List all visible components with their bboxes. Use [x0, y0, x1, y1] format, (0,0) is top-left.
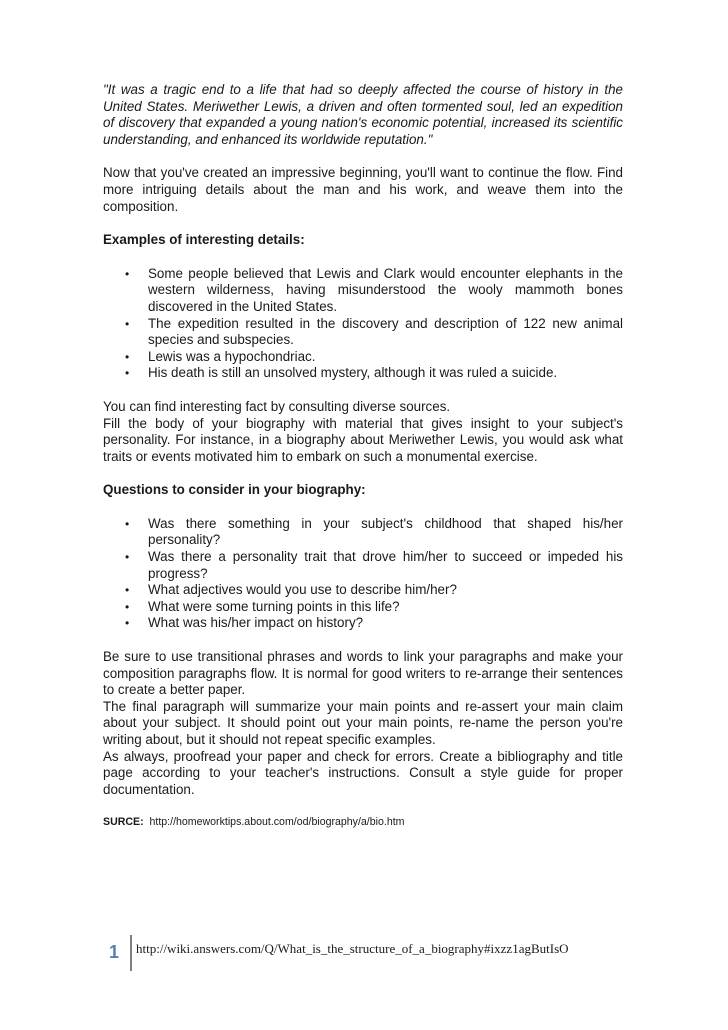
questions-heading: Questions to consider in your biography:	[103, 482, 366, 498]
bullet-icon: •	[125, 599, 130, 614]
continue-paragraph: Now that you've created an impressive beginning, you'll want to continue the flow. Find more intriguing details about the man and his work, and weave them into the composition.	[103, 165, 623, 214]
opening-quote: "It was a tragic end to a life that had so deeply affected the course of history in the United States. Meriwether Lewis, a driven and often tormented soul, led an expedition of discovery that expanded a young nation's economic potential, increased its scientific understanding, and enhanced its worldwide reputation."	[103, 82, 623, 147]
bullet-icon: •	[125, 516, 130, 531]
list-item: • Was there a personality trait that drove him/her to succeed or impeded his progress?	[125, 549, 623, 581]
list-item: • His death is still an unsolved mystery, although it was ruled a suicide.	[125, 365, 558, 381]
source-url: http://homeworktips.about.com/od/biography/a/bio.htm	[149, 816, 405, 829]
bullet-icon: •	[125, 316, 130, 331]
page-number: 1	[109, 942, 120, 962]
bullet-icon: •	[125, 616, 130, 631]
bullet-icon: •	[125, 266, 130, 281]
proofread-paragraph: As always, proofread your paper and check for errors. Create a bibliography and title page according to your teacher's instructions. Consult a style guide for proper documentation.	[103, 748, 623, 797]
footer-divider	[130, 935, 132, 971]
list-item: • What was his/her impact on history?	[125, 615, 364, 631]
details-list	[103, 266, 623, 382]
source-label: SURCE:	[103, 816, 144, 829]
list-item: • Was there something in your subject's childhood that shaped his/her personality?	[125, 515, 623, 548]
bullet-icon: •	[125, 366, 130, 381]
transitions-paragraph: Be sure to use transitional phrases and words to link your paragraphs and make your composition paragraphs flow. It is normal for good writers to re-arrange their sentences to create a better paper.	[103, 649, 623, 698]
source-line	[103, 815, 623, 829]
bullet-icon: •	[125, 349, 130, 364]
body-paragraph: Fill the body of your biography with material that gives insight to your subject's personality. For instance, in a biography about Meriwether Lewis, you would ask what traits or events motivated him to embark on such a monumental exercise.	[103, 415, 623, 464]
bullet-icon: •	[125, 550, 130, 565]
list-item: • Lewis was a hypochondriac.	[125, 348, 316, 364]
list-item: • The expedition resulted in the discovery and description of 122 new animal species and subspecies.	[125, 315, 623, 348]
document-page	[103, 82, 623, 829]
list-item: • Some people believed that Lewis and Clark would encounter elephants in the western wilderness, having misunderstood the wooly mammoth bones discovered in the United States.	[125, 265, 623, 314]
page-footer	[103, 935, 643, 979]
list-item: • What adjectives would you use to describe him/her?	[125, 582, 457, 598]
bullet-icon: •	[125, 583, 130, 598]
details-heading: Examples of interesting details:	[103, 232, 305, 248]
final-paragraph: The final paragraph will summarize your main points and re-assert your main claim about your subject. It should point out your main points, re-name the person you're writing about, but it should not repeat specific examples.	[103, 698, 623, 747]
list-item: • What were some turning points in this life?	[125, 598, 400, 614]
sources-paragraph: You can find interesting fact by consulting diverse sources.	[103, 398, 451, 414]
questions-list	[103, 516, 623, 632]
footer-url: http://wiki.answers.com/Q/What_is_the_structure_of_a_biography#ixzz1agButIsO	[136, 941, 569, 956]
